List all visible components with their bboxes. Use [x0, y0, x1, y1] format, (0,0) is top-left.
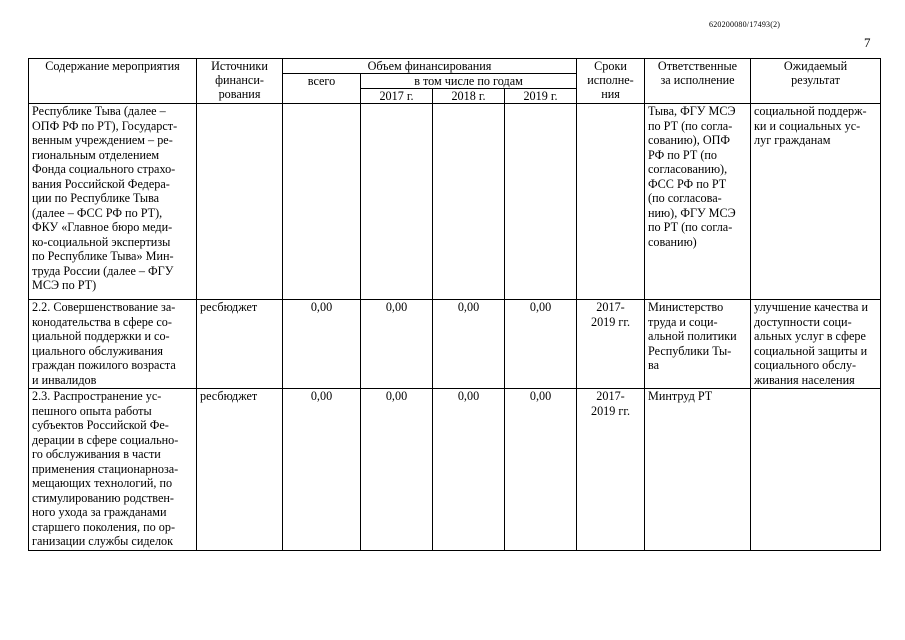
row-expected: улучшение качества и доступности соци- альных услуг в сфере социальной защиты и социального обслу- живания населения: [751, 300, 881, 389]
header-year-2017: 2017 г.: [361, 89, 433, 104]
document-id: 620200080/17493(2): [709, 20, 781, 29]
header-expected: Ожидаемый результат: [751, 59, 881, 104]
table-row: [29, 300, 881, 389]
row-terms: [577, 104, 645, 300]
row-2018: 0,00: [433, 389, 505, 551]
row-responsible: Министерство труда и соци- альной политики Республики Ты- ва: [645, 300, 751, 389]
row-2017: 0,00: [361, 389, 433, 551]
row-expected: [751, 389, 881, 551]
row-content: 2.2. Совершенствование за- конодательства в сфере со- циальной поддержки и со- циального обслуживания граждан пожилого возраста и инвалидов: [29, 300, 197, 389]
header-year-2018: 2018 г.: [433, 89, 505, 104]
header-content: Содержание мероприятия: [29, 59, 197, 104]
header-funding: Объем финансирования: [283, 59, 577, 74]
row-2017: 0,00: [361, 300, 433, 389]
row-2019: 0,00: [505, 300, 577, 389]
row-responsible: Минтруд РТ: [645, 389, 751, 551]
financing-table: [28, 58, 881, 551]
page-number: 7: [864, 35, 871, 50]
row-2019: [505, 104, 577, 300]
header-total: всего: [283, 74, 361, 104]
row-terms: 2017- 2019 гг.: [577, 389, 645, 551]
row-2019: 0,00: [505, 389, 577, 551]
row-expected: социальной поддерж- ки и социальных ус- луг гражданам: [751, 104, 881, 300]
row-terms: 2017- 2019 гг.: [577, 300, 645, 389]
row-2017: [361, 104, 433, 300]
row-responsible: Тыва, ФГУ МСЭ по РТ (по согла- сованию), ОПФ РФ по РТ (по согласованию), ФСС РФ по РТ (по согласова- нию), ФГУ МСЭ по РТ (по согла- сованию): [645, 104, 751, 300]
header-year-2019: 2019 г.: [505, 89, 577, 104]
row-content: Республике Тыва (далее – ОПФ РФ по РТ), Государст- венным учреждением – ре- гиональным отделением Фонда социального страхо- вания Российской Федера- ции по Республике Тыва (далее – ФСС РФ по РТ), ФКУ «Главное бюро меди- ко-социальной экспертизы по Республике Тыва» Мин- труда России (далее – ФГУ МСЭ по РТ): [29, 104, 197, 300]
row-source: [197, 104, 283, 300]
row-source: ресбюджет: [197, 300, 283, 389]
row-total: 0,00: [283, 389, 361, 551]
row-total: [283, 104, 361, 300]
table-row: [29, 389, 881, 551]
table-row: [29, 104, 881, 300]
header-terms: Сроки исполне- ния: [577, 59, 645, 104]
row-content: 2.3. Распространение ус- пешного опыта работы субъектов Российской Фе- дерации в сфере социально- го обслуживания в части применения стационарноза- мещающих технологий, по стимулированию родствен- ного ухода за гражданами старшего поколения, по ор- ганизации службы сиделок: [29, 389, 197, 551]
row-total: 0,00: [283, 300, 361, 389]
header-responsible: Ответственные за исполнение: [645, 59, 751, 104]
row-2018: [433, 104, 505, 300]
row-source: ресбюджет: [197, 389, 283, 551]
row-2018: 0,00: [433, 300, 505, 389]
header-by-years: в том числе по годам: [361, 74, 577, 89]
header-sources: Источники финанси- рования: [197, 59, 283, 104]
